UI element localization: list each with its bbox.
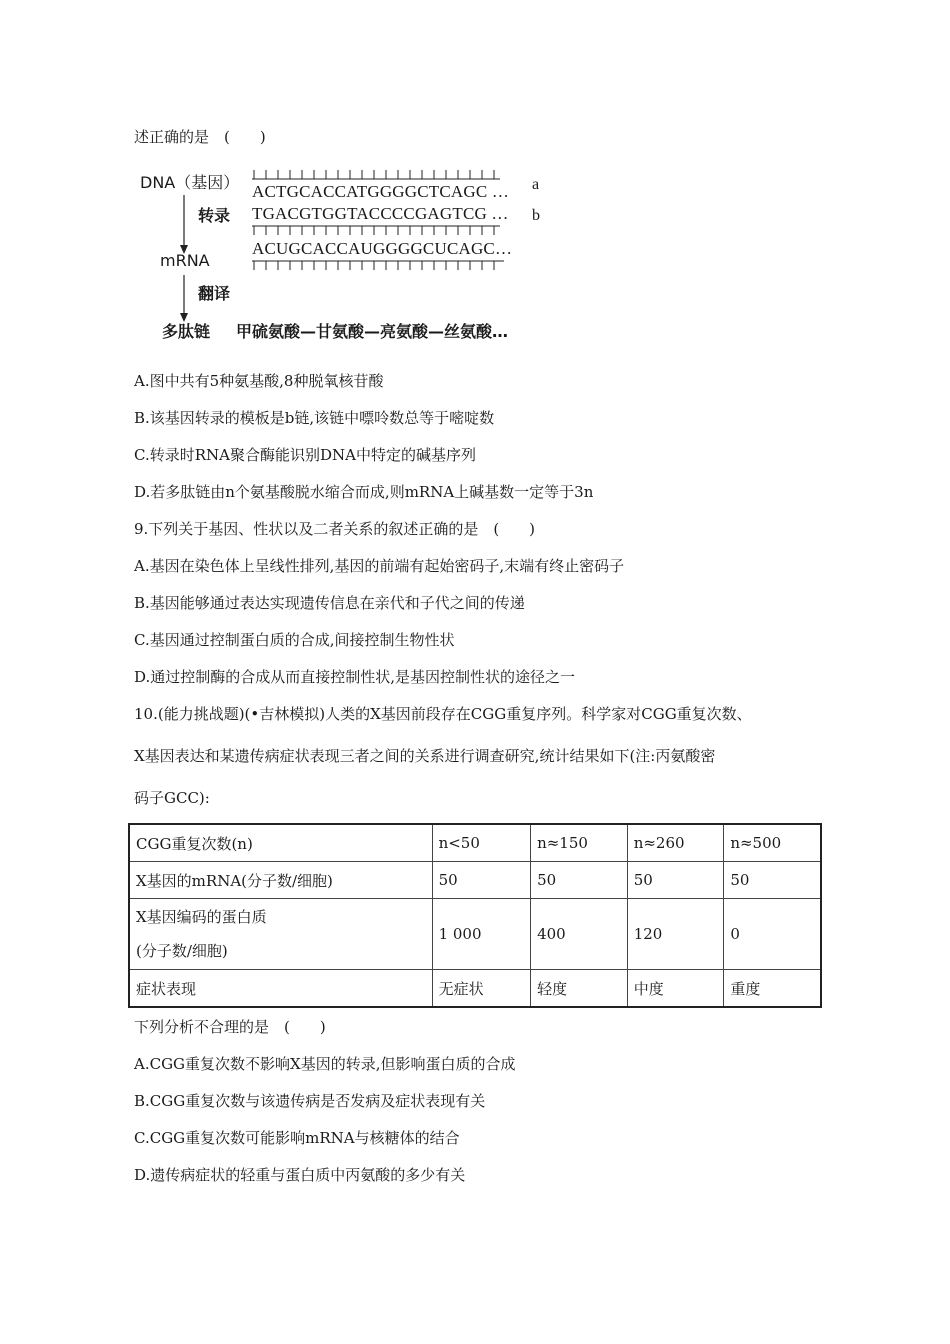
polypeptide-label: 多肽链 [162, 322, 211, 341]
table-cell: 50 [531, 862, 628, 899]
translation-arrow-icon [178, 275, 190, 323]
table-cell: 症状表现 [129, 970, 432, 1008]
strand-a-ticks [252, 170, 500, 180]
q10-option-b: B.CGG重复次数与该遗传病是否发病及症状表现有关 [134, 1092, 486, 1110]
q10-question: 下列分析不合理的是 ( ) [134, 1018, 326, 1036]
table-cell: 50 [627, 862, 724, 899]
cgg-data-table [128, 823, 822, 1008]
q10-stem-line-1: 10.(能力挑战题)(•吉林模拟)人类的X基因前段存在CGG重复序列。科学家对CGG重复次数、 [134, 705, 752, 723]
mrna-ticks [252, 260, 504, 270]
table-cell [129, 899, 432, 970]
q10-option-d: D.遗传病症状的轻重与蛋白质中丙氨酸的多少有关 [134, 1166, 466, 1184]
table-cell: n≈260 [627, 824, 724, 862]
q10-option-a: A.CGG重复次数不影响X基因的转录,但影响蛋白质的合成 [134, 1055, 516, 1073]
q8-option-a: A.图中共有5种氨基酸,8种脱氧核苷酸 [134, 372, 384, 390]
q9-option-d: D.通过控制酶的合成从而直接控制性状,是基因控制性状的途径之一 [134, 668, 576, 686]
table-cell: n≈500 [724, 824, 821, 862]
table-cell: 无症状 [432, 970, 531, 1008]
amino-acid-chain: 甲硫氨酸—甘氨酸—亮氨酸—丝氨酸… [236, 322, 509, 341]
table-cell: X基因的mRNA(分子数/细胞) [129, 862, 432, 899]
strand-a-sequence: ACTGCACCATGGGGCTCAGC … [252, 182, 510, 201]
question-8-stem-tail: 述正确的是 ( ) [134, 128, 266, 146]
table-cell: 50 [724, 862, 821, 899]
q8-option-d: D.若多肽链由n个氨基酸脱水缩合而成,则mRNA上碱基数一定等于3n [134, 483, 594, 501]
strand-b-tag: b [532, 207, 540, 224]
table-cell: 中度 [627, 970, 724, 1008]
table-cell: 50 [432, 862, 531, 899]
strand-b-ticks [252, 225, 500, 235]
table-row [129, 824, 821, 862]
transcription-translation-diagram [136, 165, 556, 345]
q8-option-c: C.转录时RNA聚合酶能识别DNA中特定的碱基序列 [134, 446, 476, 464]
mrna-label: mRNA [160, 251, 210, 270]
translation-label: 翻译 [198, 284, 231, 303]
table-cell-line: X基因编码的蛋白质 [136, 908, 267, 926]
q9-option-c: C.基因通过控制蛋白质的合成,间接控制生物性状 [134, 631, 455, 649]
q10-stem-line-3: 码子GCC): [134, 789, 210, 807]
mrna-sequence: ACUGCACCAUGGGGCUCAGC… [252, 239, 513, 258]
q9-stem: 9.下列关于基因、性状以及二者关系的叙述正确的是 ( ) [134, 520, 536, 538]
transcription-arrow-icon [178, 195, 190, 255]
strand-b-sequence: TGACGTGGTACCCCGAGTCG … [252, 204, 509, 223]
transcription-label: 转录 [198, 206, 231, 225]
table-cell: 400 [531, 899, 628, 970]
q9-option-b: B.基因能够通过表达实现遗传信息在亲代和子代之间的传递 [134, 594, 525, 612]
table-row [129, 899, 821, 970]
table-cell: 重度 [724, 970, 821, 1008]
q10-option-c: C.CGG重复次数可能影响mRNA与核糖体的结合 [134, 1129, 460, 1147]
table-cell-line: (分子数/细胞) [136, 942, 228, 960]
dna-label: DNA（基因） [140, 173, 240, 192]
table-cell: 1 000 [432, 899, 531, 970]
table-cell: CGG重复次数(n) [129, 824, 432, 862]
table-cell: n≈150 [531, 824, 628, 862]
table-cell: 120 [627, 899, 724, 970]
q8-option-b: B.该基因转录的模板是b链,该链中嘌呤数总等于嘧啶数 [134, 409, 495, 427]
table-cell: 轻度 [531, 970, 628, 1008]
table-cell: n<50 [432, 824, 531, 862]
table-row [129, 970, 821, 1008]
q10-stem-line-2: X基因表达和某遗传病症状表现三者之间的关系进行调查研究,统计结果如下(注:丙氨酸密 [134, 747, 716, 765]
strand-a-tag: a [532, 176, 540, 193]
q9-option-a: A.基因在染色体上呈线性排列,基因的前端有起始密码子,末端有终止密码子 [134, 557, 625, 575]
table-cell: 0 [724, 899, 821, 970]
table-row [129, 862, 821, 899]
